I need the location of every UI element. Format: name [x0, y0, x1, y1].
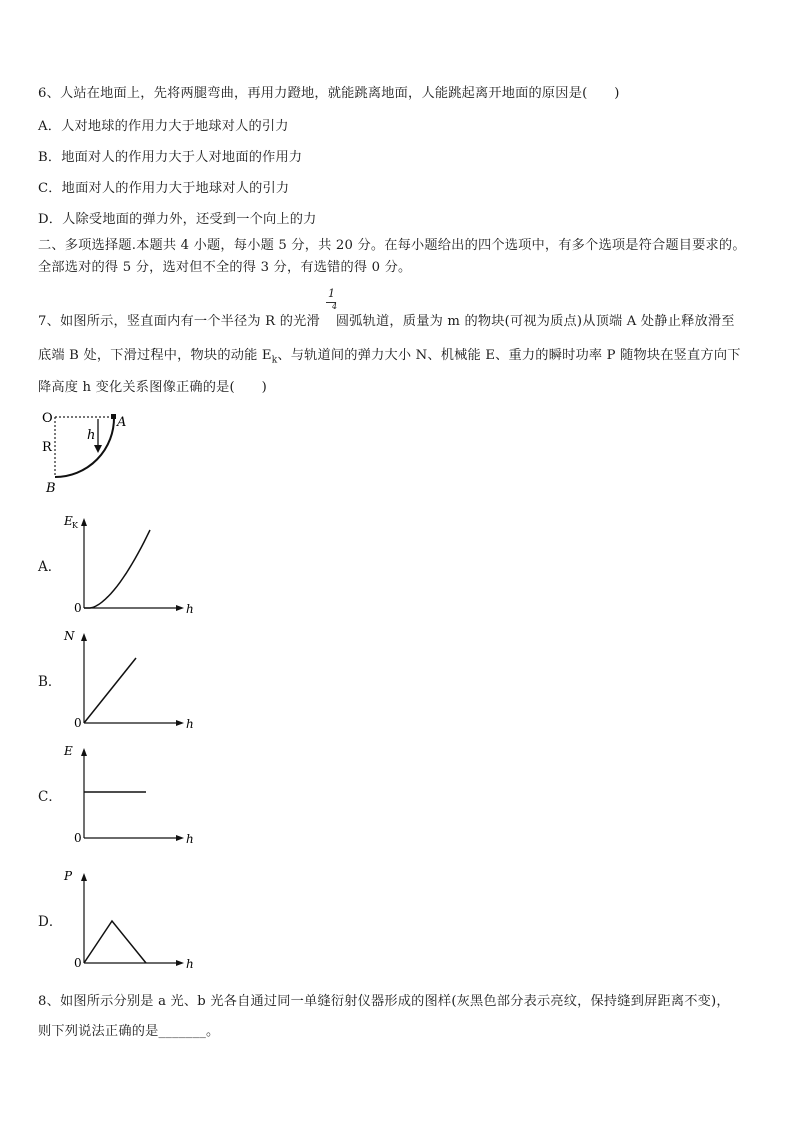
graph-origin-label: 0 [74, 956, 82, 970]
section2-instructions-line2: 全部选对的得 5 分，选对但不全的得 3 分，有选错的得 0 分。 [38, 260, 412, 275]
graph-y-arrow [81, 748, 87, 756]
q6-option-b: B．地面对人的作用力大于人对地面的作用力 [38, 150, 303, 165]
q7-graph-parabola [62, 512, 192, 617]
graph-origin-label: 0 [74, 716, 82, 730]
q7-stem-line1 [38, 310, 735, 329]
q7-stem-line2-sub: k [271, 355, 278, 366]
q7-stem-line2 [38, 344, 741, 366]
graph-x-arrow [176, 720, 184, 726]
q6-option-d: D．人除受地面的弹力外，还受到一个向上的力 [38, 212, 317, 227]
graph-x-arrow [176, 960, 184, 966]
q7-stem-line1-a: 7、如图所示，竖直面内有一个半径为 R 的光滑 [38, 314, 320, 329]
graph-y-label: E [64, 514, 73, 528]
q6-option-c: C．地面对人的作用力大于地球对人的引力 [38, 181, 290, 196]
q7-graph-constant [62, 742, 192, 847]
q7-graph-option-label: C． [38, 789, 62, 805]
graph-curve [84, 530, 150, 608]
graph-x-label: h [186, 832, 194, 846]
graph-x-arrow [176, 605, 184, 611]
graph-y-arrow [81, 873, 87, 881]
figure-label-a: A [117, 415, 127, 430]
graph-x-label: h [186, 602, 194, 616]
graph-x-label: h [186, 957, 194, 971]
q7-graph-triangle [62, 867, 192, 972]
section2-instructions-line1: 二、多项选择题.本题共 4 小题，每小题 5 分，共 20 分。在每小题给出的四个选项中，有多个选项是符合题目要求的。 [38, 238, 746, 253]
graph-y-arrow [81, 518, 87, 526]
graph-x-arrow [176, 835, 184, 841]
graph-line [84, 921, 146, 963]
graph-y-label-subscript: K [72, 521, 78, 530]
q7-track-figure [38, 405, 148, 495]
q8-stem-line1: 8、如图所示分别是 a 光、b 光各自通过同一单缝衍射仪器形成的图样(灰黑色部分表示亮纹，保持缝到屏距离不变)， [38, 994, 730, 1009]
figure-label-b: B [46, 481, 56, 496]
graph-y-arrow [81, 633, 87, 641]
q7-fraction-numerator: 1 [328, 287, 335, 300]
figure-block [111, 414, 116, 419]
q7-stem-line3: 降高度 h 变化关系图像正确的是( ) [38, 380, 267, 395]
figure-label-r: R [42, 440, 52, 455]
graph-y-label: E [64, 744, 73, 758]
q7-stem-line2-b: 、与轨道间的弹力大小 N、机械能 E、重力的瞬时功率 P 随物块在竖直方向下 [277, 348, 741, 363]
graph-origin-label: 0 [74, 831, 82, 845]
q8-stem-line2: 则下列说法正确的是_______。 [38, 1024, 220, 1039]
graph-line [84, 658, 136, 723]
q7-graph-option-label: A． [38, 559, 62, 575]
q7-stem-line1-b: 圆弧轨道，质量为 m 的物块(可视为质点)从顶端 A 处静止释放滑至 [335, 314, 735, 329]
q7-stem-line2-a: 底端 B 处，下滑过程中，物块的动能 E [38, 348, 272, 363]
graph-origin-label: 0 [74, 601, 82, 615]
q6-option-a: A．人对地球的作用力大于地球对人的引力 [38, 119, 289, 134]
figure-h-arrow-head [94, 445, 102, 453]
q7-fraction-denominator: 4 [332, 302, 338, 311]
figure-label-o: O [42, 411, 53, 426]
q7-graph-linear [62, 627, 192, 732]
q7-graph-option-label: D． [38, 914, 63, 930]
q6-stem: 6、人站在地面上，先将两腿弯曲，再用力蹬地，就能跳离地面，人能跳起离开地面的原因是( ) [38, 86, 620, 101]
figure-label-h: h [87, 428, 96, 443]
graph-x-label: h [186, 717, 194, 731]
graph-y-label: N [64, 629, 75, 643]
figure-quarter-arc-track [55, 417, 114, 477]
q7-graph-option-label: B． [38, 674, 62, 690]
graph-y-label: P [64, 869, 73, 883]
